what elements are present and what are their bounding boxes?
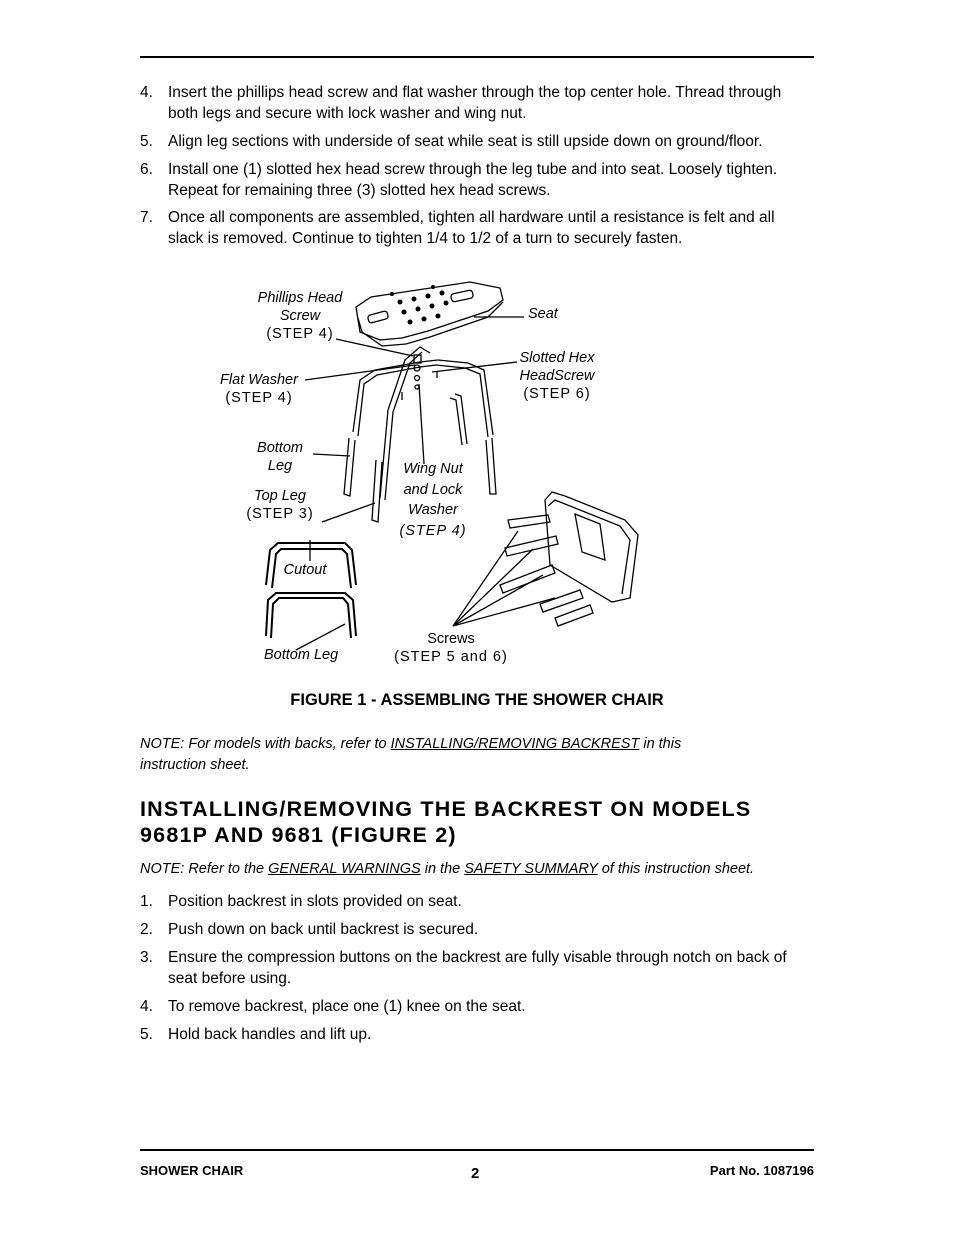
flat-washer-label: Flat Washer (STEP 4) [220, 372, 298, 406]
inverted-seat-drawing [500, 492, 638, 626]
bottom-leg-2-label: Bottom Leg [264, 647, 339, 663]
safety-summary-link[interactable]: SAFETY SUMMARY [464, 861, 598, 877]
top-leg-label: Top Leg (STEP 3) [246, 488, 314, 522]
list-item: 7. Once all components are assembled, tighten all hardware until a resistance is felt and all slack is removed. Continue to tighten 1/4 to 1/2 of a turn to securely fasten. [140, 209, 775, 247]
slotted-hex-label: Slotted Hex HeadScrew (STEP 6) [519, 350, 595, 402]
backrest-reference-link[interactable]: INSTALLING/REMOVING BACKREST [390, 736, 640, 752]
note-backrest: NOTE: For models with backs, refer to INSTALLING/REMOVING BACKREST in this instruction sheet. [140, 736, 682, 773]
cutout-label: Cutout [280, 561, 330, 579]
list-item: 4. Insert the phillips head screw and flat washer through the top center hole. Thread through both legs and secure with lock washer and wing nut. [140, 84, 782, 122]
seat-drawing [356, 282, 503, 346]
page-number: 2 [471, 1165, 480, 1182]
part-number: Part No. 1087196 [709, 1163, 814, 1178]
list-item: 5. Hold back handles and lift up. [140, 1026, 372, 1043]
leg-frames-drawing [266, 543, 356, 638]
list-item: 1. Position backrest in slots provided on seat. [140, 893, 462, 910]
list-item: 5. Align leg sections with underside of seat while seat is still upside down on ground/floor. [140, 133, 763, 150]
screws-label: Screws (STEP 5 and 6) [394, 631, 508, 665]
note-warnings: NOTE: Refer to the GENERAL WARNINGS in the SAFETY SUMMARY of this instruction sheet. [140, 861, 755, 877]
general-warnings-link[interactable]: GENERAL WARNINGS [268, 861, 421, 877]
list-item: 4. To remove backrest, place one (1) knee on the seat. [140, 998, 526, 1015]
wing-nut-label: Wing Nut and Lock Washer (STEP 4) [399, 461, 467, 539]
phillips-head-screw-label: Phillips Head Screw (STEP 4) [257, 290, 343, 342]
footer-title: SHOWER CHAIR [140, 1163, 244, 1178]
bottom-leg-label: Bottom Leg [257, 440, 303, 474]
list-item: 2. Push down on back until backrest is secured. [140, 921, 479, 938]
figure-caption: FIGURE 1 - ASSEMBLING THE SHOWER CHAIR [290, 691, 664, 709]
seat-label: Seat [528, 306, 558, 322]
list-item: 3. Ensure the compression buttons on the backrest are fully visable through notch on back of seat before using. [140, 949, 787, 987]
bottom-rule [140, 1149, 814, 1151]
list-item: 6. Install one (1) slotted hex head screw through the leg tube and into seat. Loosely tighten. Repeat for remaining three (3) slotted hex head screws. [140, 161, 778, 199]
section-heading: INSTALLING/REMOVING THE BACKREST ON MODELS 9681P AND 9681 (FIGURE 2) [140, 797, 752, 847]
